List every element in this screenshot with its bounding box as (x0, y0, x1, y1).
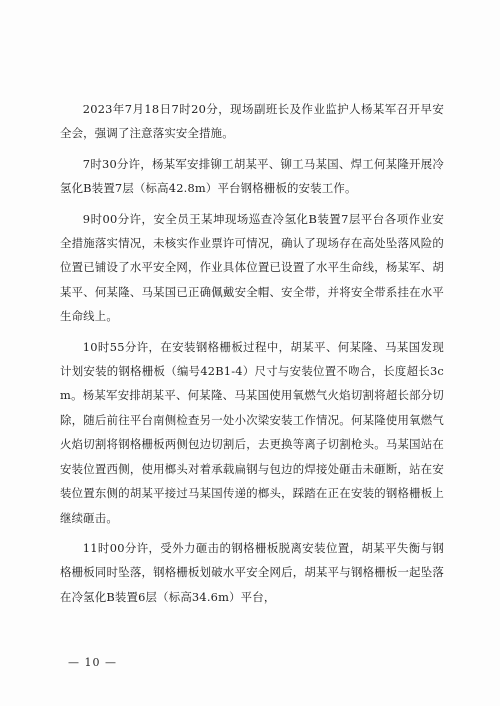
paragraph-work-assignment: 7时30分许，杨某军安排铆工胡某平、铆工马某国、焊工何某隆开展冷氢化B装置7层（标高42.8m）平台钢格栅板的安装工作。 (60, 156, 444, 196)
paragraph-fall-incident: 11时00分许，受外力砸击的钢格栅板脱离安装位置，胡某平失衡与钢格栅板同时坠落，钢格栅板划破水平安全网后，胡某平与钢格栅板一起坠落在冷氢化B装置6层（标高34.6m）平台， (60, 540, 444, 604)
paragraph-grating-cutting: 10时55分许，在安装钢格栅板过程中，胡某平、何某隆、马某国发现计划安装的钢格栅板（编号42B1-4）尺寸与安装位置不吻合，长度超长3cm。杨某军安排胡某平、何某隆、马某国使用氧燃气火焰切割将超长部分切除，随后前往平台南侧检查另一处小次梁安装工作情况。何某隆使用氧燃气火焰切割将钢格栅板两侧包边切割后，去更换等离子切割枪头。马某国站在安装位置西侧，使用榔头对着承载扁钢与包边的焊接处砸击未砸断，站在安装位置东侧的胡某平接过马某国传递的榔头，踩踏在正在安装的钢格栅板上继续砸击。 (60, 339, 444, 525)
document-body (60, 97, 444, 615)
page-number: — 10 — (68, 656, 117, 669)
paragraph-safety-inspection: 9时00分许，安全员王某坤现场巡查冷氢化B装置7层平台各项作业安全措施落实情况，未核实作业票许可情况，确认了现场存在高处坠落风险的位置已铺设了水平安全网，作业具体位置已设置了水平生命线，杨某军、胡某平、何某隆、马某国已正确佩戴安全帽、安全带，并将安全带系挂在水平生命线上。 (60, 211, 444, 324)
paragraph-safety-meeting: 2023年7月18日7时20分，现场副班长及作业监护人杨某军召开早安全会，强调了注意落实安全措施。 (60, 102, 444, 141)
